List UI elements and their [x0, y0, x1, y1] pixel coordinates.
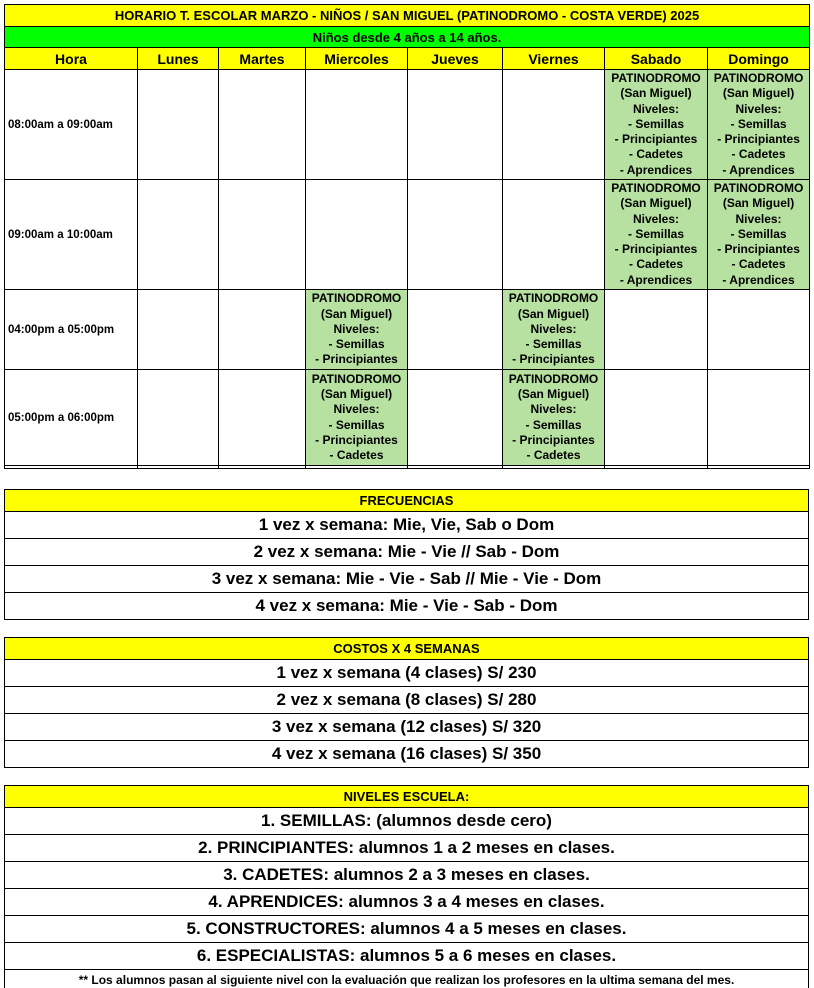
time-slot-row: [5, 70, 810, 180]
time-slot-row: [5, 290, 810, 370]
class-slot-line: - Semillas: [328, 417, 385, 432]
empty-slot-cell: [138, 180, 219, 290]
class-slot-line: Niveles:: [735, 101, 782, 116]
class-slot-line: Niveles:: [530, 321, 577, 336]
time-slot-label: 08:00am a 09:00am: [5, 70, 138, 180]
class-slot-line: - Cadetes: [628, 257, 684, 272]
class-slot-cell: [306, 370, 408, 466]
nivel-item: 3. CADETES: alumnos 2 a 3 meses en clases.: [5, 862, 808, 889]
class-slot-line: - Cadetes: [731, 257, 786, 272]
empty-slot-cell: [408, 370, 503, 466]
empty-slot-cell: [708, 370, 810, 466]
class-slot-cell: [708, 70, 810, 180]
costo-item: 2 vez x semana (8 clases) S/ 280: [5, 687, 808, 714]
empty-slot-cell: [605, 290, 708, 370]
class-slot-line: PATINODROMO: [713, 181, 804, 196]
class-slot-line: (San Miguel): [320, 306, 393, 321]
empty-slot-cell: [408, 180, 503, 290]
nivel-item: 6. ESPECIALISTAS: alumnos 5 a 6 meses en clases.: [5, 943, 808, 970]
schedule-title: HORARIO T. ESCOLAR MARZO - NIÑOS / SAN MIGUEL (PATINODROMO - COSTA VERDE) 2025: [5, 5, 810, 27]
column-header-lunes: Lunes: [138, 48, 219, 70]
class-slot-line: (San Miguel): [620, 86, 692, 101]
class-slot-line: - Aprendices: [722, 162, 795, 177]
class-slot-line: - Semillas: [627, 226, 685, 241]
frecuencia-item: 4 vez x semana: Mie - Vie - Sab - Dom: [5, 593, 808, 620]
class-slot-line: PATINODROMO: [311, 371, 402, 386]
empty-slot-cell: [219, 70, 306, 180]
class-slot-line: PATINODROMO: [611, 71, 701, 86]
nivel-item: 1. SEMILLAS: (alumnos desde cero): [5, 808, 808, 835]
class-slot-line: PATINODROMO: [311, 291, 402, 306]
costo-item: 3 vez x semana (12 clases) S/ 320: [5, 714, 808, 741]
nivel-item: 5. CONSTRUCTORES: alumnos 4 a 5 meses en clases.: [5, 916, 808, 943]
costos-title: COSTOS X 4 SEMANAS: [5, 637, 808, 660]
class-slot-line: PATINODROMO: [508, 291, 599, 306]
niveles-note: ** Los alumnos pasan al siguiente nivel con la evaluación que realizan los profesores en la ultima semana del mes.: [5, 970, 808, 988]
age-range-subtitle: Niños desde 4 años a 14 años.: [5, 27, 810, 48]
empty-slot-cell: [219, 370, 306, 466]
empty-slot-cell: [408, 290, 503, 370]
empty-slot-cell: [408, 70, 503, 180]
class-slot-cell: [503, 290, 605, 370]
class-slot-line: - Principiantes: [614, 242, 698, 257]
class-slot-line: - Principiantes: [315, 352, 398, 367]
class-slot-cell: [605, 70, 708, 180]
class-slot-line: PATINODROMO: [508, 371, 599, 386]
frecuencias-title: FRECUENCIAS: [5, 489, 808, 512]
nivel-item: 2. PRINCIPIANTES: alumnos 1 a 2 meses en clases.: [5, 835, 808, 862]
class-slot-line: Niveles:: [333, 321, 380, 336]
time-slot-label: 05:00pm a 06:00pm: [5, 370, 138, 466]
column-header-martes: Martes: [219, 48, 306, 70]
class-slot-cell: [708, 180, 810, 290]
schedule-table: [4, 4, 810, 469]
time-slot-row: [5, 370, 810, 466]
empty-slot-cell: [138, 70, 219, 180]
column-header-domingo: Domingo: [708, 48, 810, 70]
frecuencia-item: 1 vez x semana: Mie, Vie, Sab o Dom: [5, 512, 808, 539]
costos-section: [4, 637, 809, 768]
class-slot-cell: [503, 370, 605, 466]
class-slot-line: - Cadetes: [526, 447, 581, 462]
class-slot-line: PATINODROMO: [611, 181, 701, 196]
frecuencia-item: 3 vez x semana: Mie - Vie - Sab // Mie - Vie - Dom: [5, 566, 808, 593]
class-slot-line: - Principiantes: [512, 432, 595, 447]
column-header-sabado: Sabado: [605, 48, 708, 70]
schedule-sheet: [4, 4, 809, 988]
empty-slot-cell: [708, 290, 810, 370]
class-slot-line: Niveles:: [632, 211, 680, 226]
class-slot-line: (San Miguel): [320, 387, 393, 402]
class-slot-line: - Principiantes: [512, 352, 595, 367]
niveles-title: NIVELES ESCUELA:: [5, 785, 808, 808]
class-slot-line: - Semillas: [525, 417, 582, 432]
nivel-item: 4. APRENDICES: alumnos 3 a 4 meses en clases.: [5, 889, 808, 916]
class-slot-line: - Semillas: [328, 337, 385, 352]
class-slot-line: (San Miguel): [620, 196, 692, 211]
class-slot-line: (San Miguel): [722, 196, 795, 211]
column-header-hora: Hora: [5, 48, 138, 70]
class-slot-line: - Principiantes: [717, 242, 800, 257]
class-slot-line: (San Miguel): [722, 86, 795, 101]
column-header-miercoles: Miercoles: [306, 48, 408, 70]
class-slot-line: - Cadetes: [329, 447, 384, 462]
time-slot-label: 04:00pm a 05:00pm: [5, 290, 138, 370]
time-slot-row: [5, 180, 810, 290]
class-slot-line: - Aprendices: [619, 162, 693, 177]
empty-slot-cell: [219, 290, 306, 370]
class-slot-line: - Semillas: [525, 337, 582, 352]
class-slot-line: - Semillas: [627, 116, 685, 131]
time-slot-label: 09:00am a 10:00am: [5, 180, 138, 290]
class-slot-line: (San Miguel): [517, 387, 590, 402]
class-slot-line: Niveles:: [530, 402, 577, 417]
empty-slot-cell: [503, 180, 605, 290]
costo-item: 1 vez x semana (4 clases) S/ 230: [5, 660, 808, 687]
costo-item: 4 vez x semana (16 clases) S/ 350: [5, 741, 808, 768]
empty-slot-cell: [503, 70, 605, 180]
empty-slot-cell: [138, 370, 219, 466]
empty-slot-cell: [138, 290, 219, 370]
class-slot-line: PATINODROMO: [713, 71, 804, 86]
frecuencia-item: 2 vez x semana: Mie - Vie // Sab - Dom: [5, 539, 808, 566]
class-slot-line: - Aprendices: [619, 272, 693, 287]
class-slot-line: Niveles:: [735, 211, 782, 226]
column-header-viernes: Viernes: [503, 48, 605, 70]
class-slot-line: - Semillas: [730, 116, 787, 131]
class-slot-line: - Principiantes: [614, 132, 698, 147]
class-slot-line: (San Miguel): [517, 306, 590, 321]
niveles-section: [4, 785, 809, 988]
class-slot-line: - Principiantes: [315, 432, 398, 447]
empty-slot-cell: [605, 370, 708, 466]
empty-slot-cell: [306, 70, 408, 180]
class-slot-line: Niveles:: [632, 101, 680, 116]
frecuencias-section: [4, 489, 809, 620]
class-slot-line: - Aprendices: [722, 272, 795, 287]
class-slot-line: - Cadetes: [628, 147, 684, 162]
class-slot-line: - Semillas: [730, 226, 787, 241]
empty-slot-cell: [306, 180, 408, 290]
column-header-jueves: Jueves: [408, 48, 503, 70]
class-slot-cell: [306, 290, 408, 370]
empty-slot-cell: [219, 180, 306, 290]
class-slot-line: - Cadetes: [731, 147, 786, 162]
day-header-row: [5, 48, 810, 70]
class-slot-line: - Principiantes: [717, 132, 800, 147]
class-slot-line: Niveles:: [333, 402, 380, 417]
class-slot-cell: [605, 180, 708, 290]
